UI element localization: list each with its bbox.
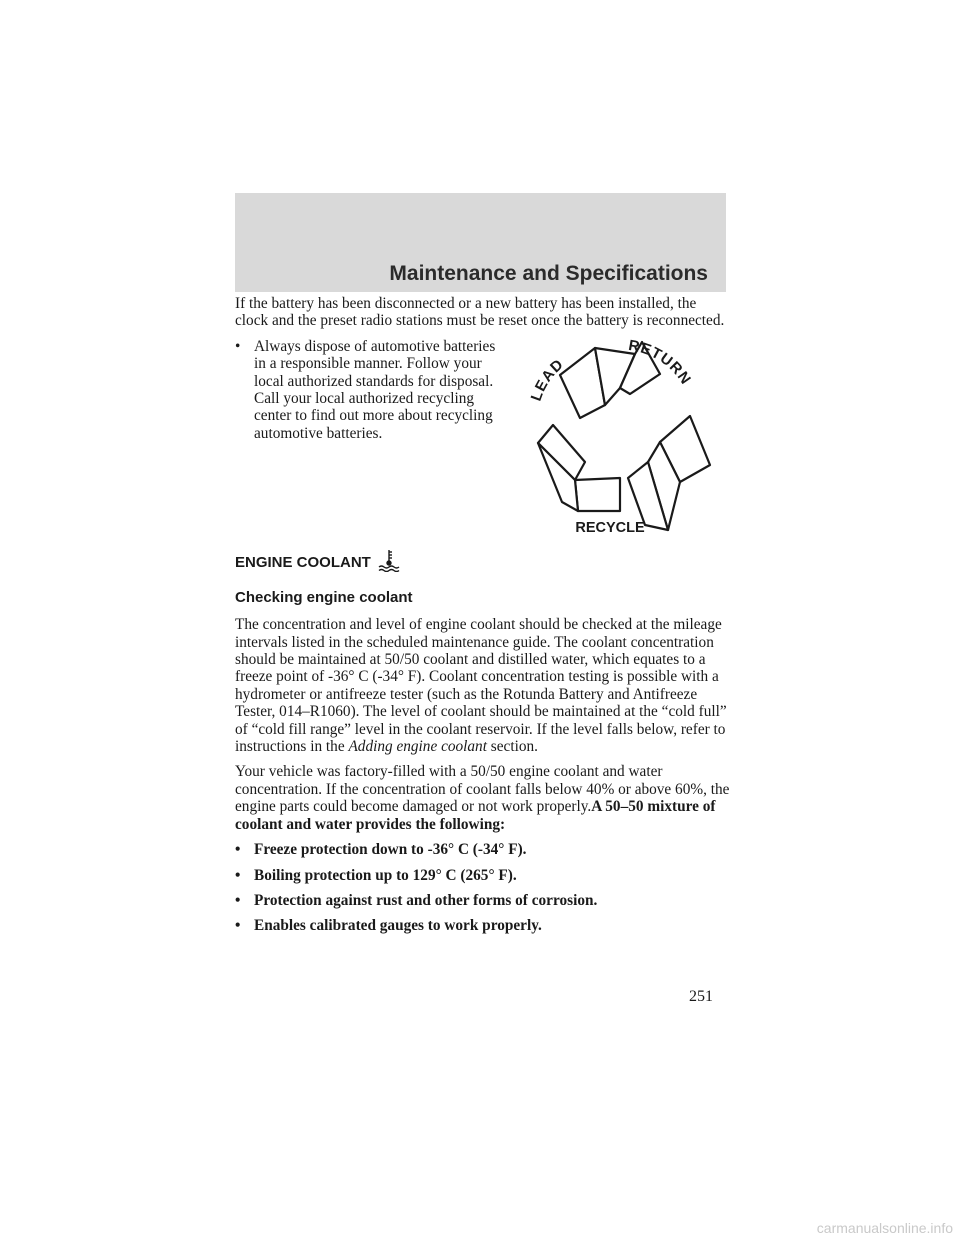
benefit-item: • Protection against rust and other forms of corrosion.	[235, 892, 731, 909]
battery-reset-paragraph: If the battery has been disconnected or a new battery has been installed, the clock and the preset radio stations must be reset once the battery is reconnected.	[235, 295, 725, 330]
lead-recycle-icon	[510, 330, 715, 540]
section-title: Maintenance and Specifications	[389, 262, 708, 285]
coolant-paragraph-1-text: The concentration and level of engine coolant should be checked at the mileage intervals listed in the scheduled maintenance guide. The coolant concentration should be maintained at 50/50 coolant and distilled water, which equates to a freeze point of -36° C (-34° F). Coolant concentration testing is possible with a hydrometer or antifreeze tester (such as the Rotunda Battery and Antifreeze Tester, 014–R1060). The level of coolant should be maintained at the “cold full” of “cold fill range” level in the coolant reservoir. If the level falls below, refer to instructions in the	[235, 616, 727, 756]
coolant-paragraph-2-text: Your vehicle was factory-filled with a 50/50 engine coolant and water concentration. If the concentration of coolant falls below 40% or above 60%, the engine parts could become damaged or not work properly.	[235, 763, 730, 816]
benefit-item: • Boiling protection up to 129° C (265° F).	[235, 867, 731, 884]
benefit-item: • Freeze protection down to -36° C (-34° F).	[235, 841, 731, 858]
engine-coolant-heading	[235, 548, 731, 572]
mixture-statement: A 50–50 mixture of coolant and water provides the following:	[235, 798, 716, 833]
page-content	[235, 295, 731, 943]
checking-coolant-subheading: Checking engine coolant	[235, 588, 413, 606]
label-lead: LEAD	[527, 355, 568, 404]
adding-coolant-reference: Adding engine coolant	[348, 738, 487, 756]
engine-coolant-heading-text: ENGINE COOLANT	[235, 554, 371, 572]
watermark: carmanualsonline.info	[816, 1220, 953, 1236]
coolant-paragraph-2	[235, 763, 731, 833]
page-number: 251	[689, 988, 713, 1005]
coolant-paragraph-1	[235, 616, 731, 755]
battery-disposal-block	[235, 338, 731, 548]
benefit-item: • Enables calibrated gauges to work properly.	[235, 917, 731, 934]
coolant-temperature-icon	[377, 548, 401, 572]
header-band	[235, 193, 726, 292]
label-recycle: RECYCLE	[575, 519, 645, 536]
label-return: RETURN	[627, 336, 695, 388]
dispose-bullet: • Always dispose of automotive batteries in a responsible manner. Follow your local authorized standards for disposal. Call your local authorized recycling center to find out more about recycling automotive batteries.	[235, 338, 504, 442]
coolant-paragraph-1-tail: section.	[490, 738, 538, 756]
